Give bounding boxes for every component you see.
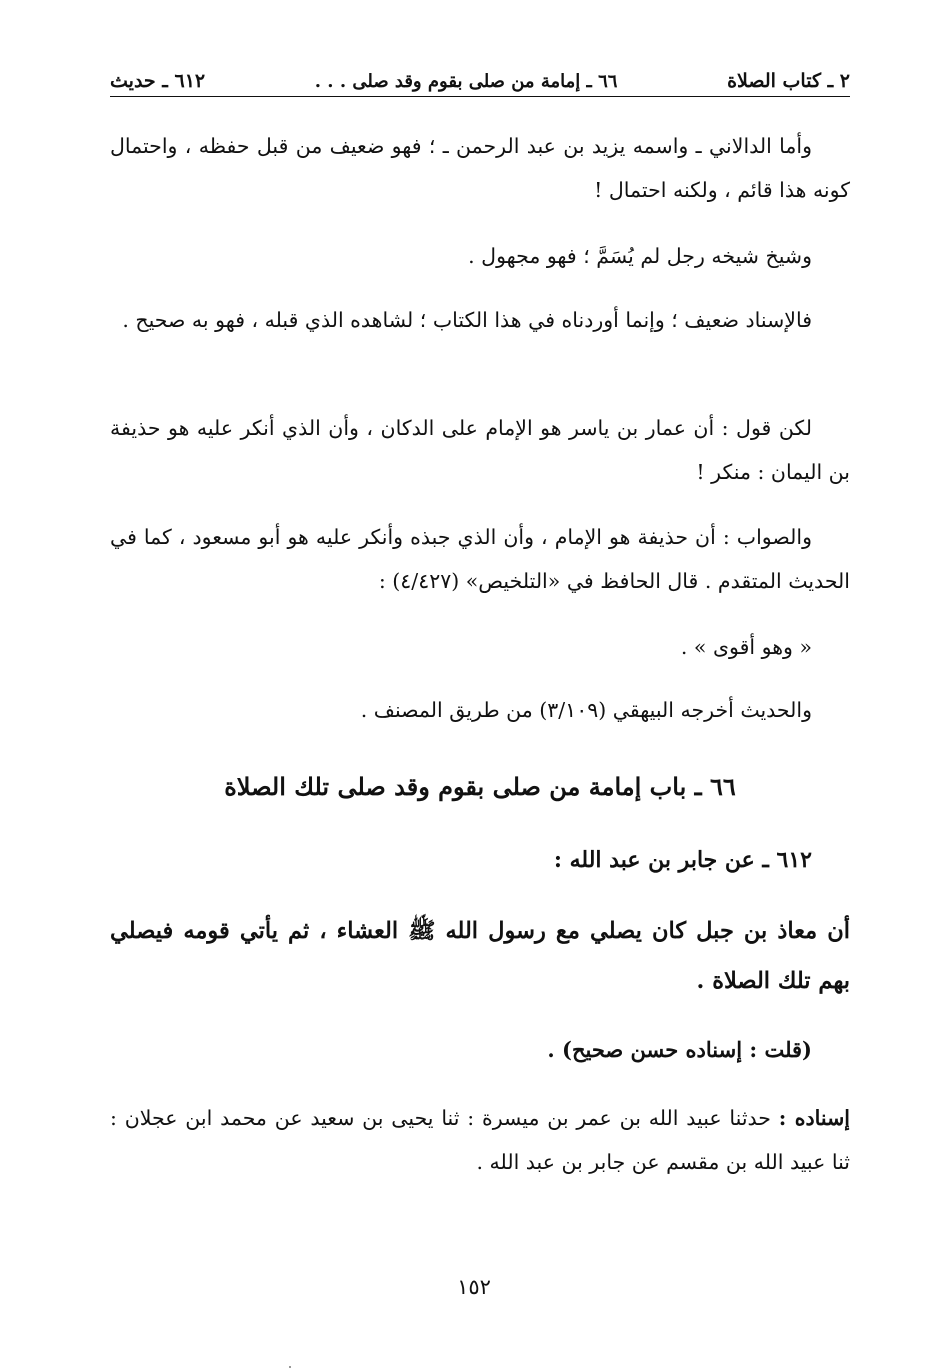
- paragraph-unknown-shaykh-text: وشيخ شيخه رجل لم يُسَمَّ ؛ فهو مجهول .: [468, 244, 812, 268]
- header-book-title: ٢ ـ كتاب الصلاة: [727, 70, 850, 92]
- hadith-matn-text: أن معاذ بن جبل كان يصلي مع رسول الله ﷺ العشاء ، ثم يأتي قومه فيصلي بهم تلك الصلاة .: [110, 918, 850, 994]
- paragraph-munkar-text: لكن قول : أن عمار بن ياسر هو الإمام على الدكان ، وأن الذي أنكر عليه هو حذيفة بن اليمان : منكر !: [110, 416, 850, 484]
- paragraph-unknown-shaykh: [110, 234, 850, 278]
- paragraph-munkar: [110, 406, 850, 494]
- paragraph-isnad-weak: [110, 298, 850, 342]
- paragraph-bayhaqi-text: والحديث أخرجه البيهقي (٣/١٠٩) من طريق المصنف .: [360, 698, 812, 722]
- paragraph-correct-version: [110, 515, 850, 603]
- hadith-number-text: ٦١٢ ـ عن جابر بن عبد الله :: [553, 847, 812, 873]
- page: [110, 60, 850, 97]
- paragraph-dalani: [110, 124, 850, 212]
- paragraph-isnad-weak-text: فالإسناد ضعيف ؛ وإنما أوردناه في هذا الكتاب ؛ لشاهده الذي قبله ، فهو به صحيح .: [122, 308, 812, 332]
- chapter-heading: ٦٦ ـ باب إمامة من صلى بقوم وقد صلى تلك الصلاة: [224, 772, 736, 801]
- hadith-number-line: [110, 838, 850, 882]
- paragraph-dalani-text: وأما الدالاني ـ واسمه يزيد بن عبد الرحمن ـ ؛ فهو ضعيف من قبل حفظه ، واحتمال كونه هذا قائم ، ولكنه احتمال !: [110, 134, 850, 202]
- header-hadith-number: ٦١٢ ـ حديث: [110, 70, 206, 92]
- hadith-grading-text: (قلت : إسناده حسن صحيح) .: [547, 1037, 812, 1062]
- running-header: [110, 60, 850, 97]
- header-chapter-title: ٦٦ ـ إمامة من صلى بقوم وقد صلى . . .: [314, 71, 618, 92]
- hadith-isnad: [110, 1096, 850, 1184]
- scan-speck: [289, 1366, 291, 1368]
- page-number: ١٥٢: [457, 1275, 491, 1299]
- paragraph-quote: [110, 625, 850, 669]
- isnad-text: حدثنا عبيد الله بن عمر بن ميسرة : ثنا يحيى بن سعيد عن محمد ابن عجلان : ثنا عبيد الله بن مقسم عن جابر بن عبد الله .: [110, 1106, 850, 1174]
- hadith-matn: [110, 906, 850, 1006]
- paragraph-quote-text: « وهو أقوى » .: [680, 635, 812, 659]
- isnad-label: إسناده :: [778, 1106, 850, 1130]
- hadith-grading: [110, 1028, 850, 1072]
- paragraph-bayhaqi: [110, 688, 850, 732]
- paragraph-correct-version-text: والصواب : أن حذيفة هو الإمام ، وأن الذي جبذه وأنكر عليه هو أبو مسعود ، كما في الحديث المتقدم . قال الحافظ في «التلخيص» (٤/٤٢٧) :: [110, 525, 850, 593]
